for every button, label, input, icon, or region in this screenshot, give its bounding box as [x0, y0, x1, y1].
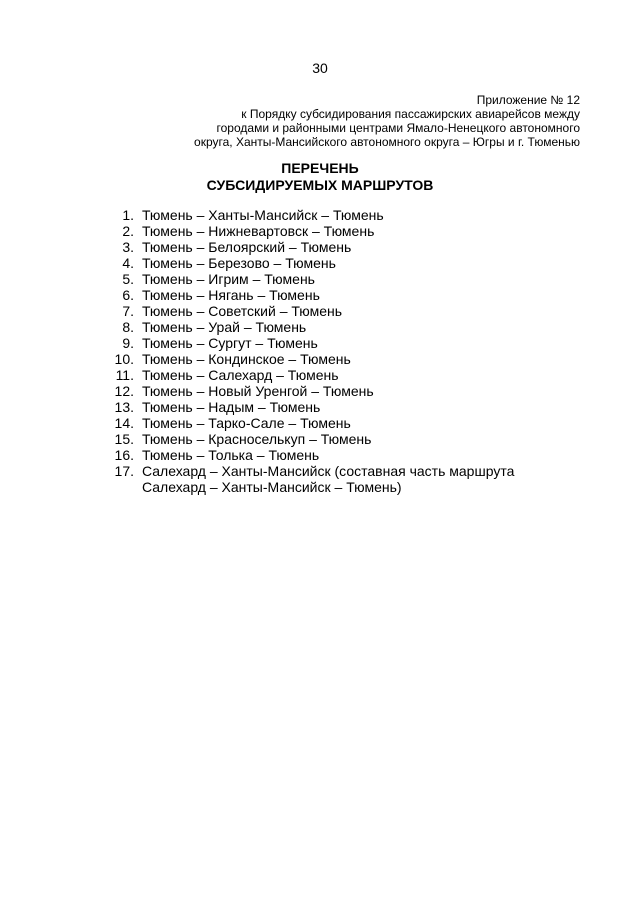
appendix-line: городами и районными центрами Ямало-Ненецкого автономного: [216, 121, 580, 135]
route-line: Тюмень – Березово – Тюмень: [142, 255, 336, 271]
route-line: Тюмень – Кондинское – Тюмень: [142, 351, 351, 367]
appendix-line: Приложение № 12: [476, 93, 580, 107]
appendix-line: округа, Ханты-Мансийского автономного округа – Югры и г. Тюменью: [194, 135, 580, 149]
route-text: [134, 447, 576, 463]
route-text: [134, 287, 576, 303]
route-text: [134, 383, 576, 399]
item-number: 10.: [114, 351, 134, 367]
list-item: [96, 383, 576, 399]
item-number: 9.: [122, 335, 134, 351]
item-number: 2.: [122, 223, 134, 239]
item-number: 1.: [122, 207, 134, 223]
list-item: [96, 447, 576, 463]
route-text: [134, 367, 576, 383]
route-line: Салехард – Ханты-Мансийск (составная часть маршрута: [142, 463, 515, 479]
item-number: 15.: [114, 431, 134, 447]
route-text: [134, 431, 576, 447]
item-number: 12.: [114, 383, 134, 399]
route-text: [134, 303, 576, 319]
route-line: Тюмень – Нижневартовск – Тюмень: [142, 223, 375, 239]
list-item: [96, 255, 576, 271]
route-line: Тюмень – Красноселькуп – Тюмень: [142, 431, 372, 447]
document-title: [0, 160, 640, 194]
route-text: [134, 255, 576, 271]
route-text: [134, 335, 576, 351]
route-line: Тюмень – Надым – Тюмень: [142, 399, 321, 415]
route-line: Тюмень – Урай – Тюмень: [142, 319, 307, 335]
route-line: Тюмень – Советский – Тюмень: [142, 303, 343, 319]
list-item: [96, 335, 576, 351]
list-item: [96, 303, 576, 319]
routes-list: [96, 207, 576, 495]
list-item: [96, 271, 576, 287]
item-number: 13.: [114, 399, 134, 415]
route-line: Тюмень – Ханты-Мансийск – Тюмень: [142, 207, 384, 223]
appendix-note: [120, 93, 580, 149]
route-text: [134, 399, 576, 415]
list-item: [96, 287, 576, 303]
item-number: 4.: [122, 255, 134, 271]
route-text: [134, 271, 576, 287]
item-number: 5.: [122, 271, 134, 287]
title-line: ПЕРЕЧЕНЬ: [281, 160, 359, 176]
item-number: 17.: [114, 463, 134, 479]
route-text: [134, 239, 576, 255]
list-item: [96, 415, 576, 431]
route-line: Тюмень – Толька – Тюмень: [142, 447, 320, 463]
route-text: [134, 415, 576, 431]
item-number: 16.: [114, 447, 134, 463]
route-line: Тюмень – Нягань – Тюмень: [142, 287, 320, 303]
title-line: СУБСИДИРУЕМЫХ МАРШРУТОВ: [206, 177, 434, 193]
list-item: [96, 239, 576, 255]
list-item: [96, 399, 576, 415]
route-line-continuation: Салехард – Ханты-Мансийск – Тюмень): [142, 479, 402, 495]
item-number: 14.: [114, 415, 134, 431]
route-text: [134, 351, 576, 367]
route-line: Тюмень – Салехард – Тюмень: [142, 367, 339, 383]
item-number: 8.: [122, 319, 134, 335]
route-text: [134, 207, 576, 223]
route-text: [134, 463, 576, 495]
list-item: [96, 367, 576, 383]
list-item: [96, 351, 576, 367]
list-item: [96, 431, 576, 447]
list-item: [96, 319, 576, 335]
route-line: Тюмень – Белоярский – Тюмень: [142, 239, 352, 255]
list-item: [96, 223, 576, 239]
route-text: [134, 319, 576, 335]
item-number: 7.: [122, 303, 134, 319]
route-line: Тюмень – Новый Уренгой – Тюмень: [142, 383, 374, 399]
page-number: 30: [312, 60, 328, 76]
item-number: 6.: [122, 287, 134, 303]
list-item: [96, 463, 576, 495]
list-item: [96, 207, 576, 223]
appendix-line: к Порядку субсидирования пассажирских авиарейсов между: [241, 107, 580, 121]
route-line: Тюмень – Тарко-Сале – Тюмень: [142, 415, 351, 431]
item-number: 3.: [122, 239, 134, 255]
route-line: Тюмень – Сургут – Тюмень: [142, 335, 318, 351]
route-text: [134, 223, 576, 239]
route-line: Тюмень – Игрим – Тюмень: [142, 271, 315, 287]
item-number: 11.: [115, 367, 134, 383]
